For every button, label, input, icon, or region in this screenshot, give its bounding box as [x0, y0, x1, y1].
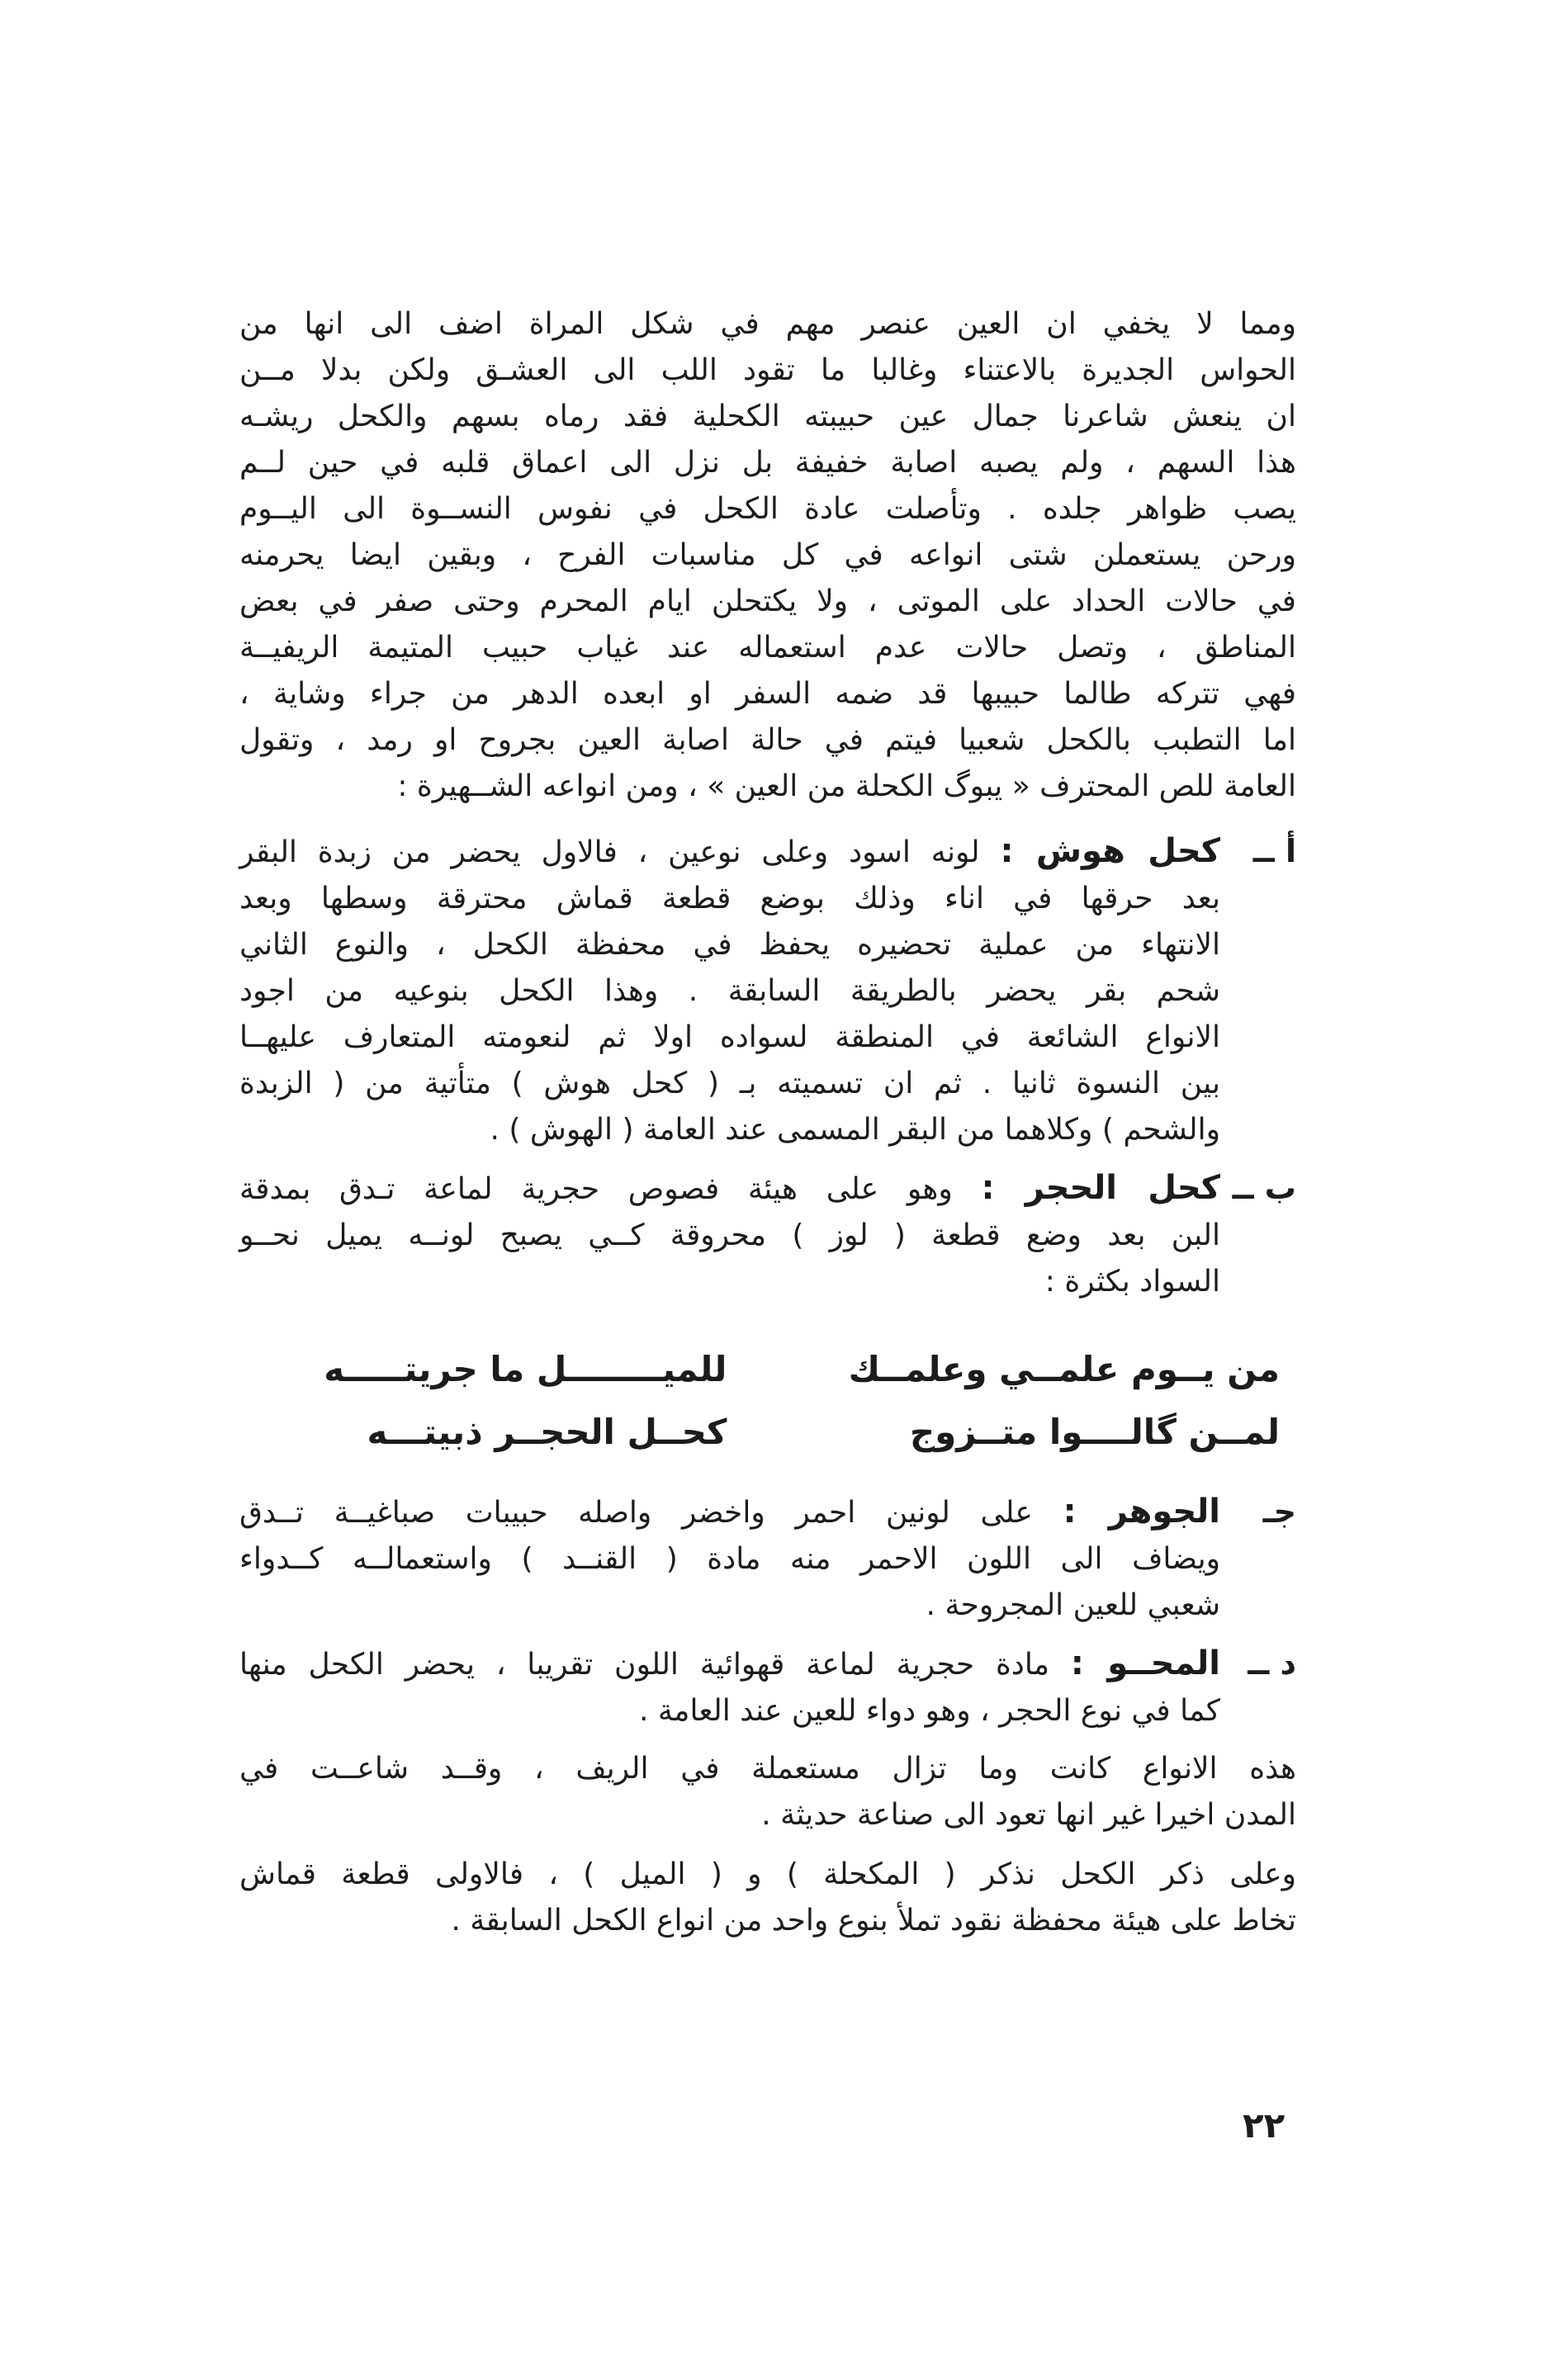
item-text: وهو على هيئة فصوص حجرية لماعة تـدق بمدقة — [239, 1172, 953, 1206]
poem-verse — [256, 1338, 1280, 1401]
list-item-kohl-hoosh — [239, 828, 1296, 1153]
text-line: شحم بقر يحضر بالطريقة السابقة . وهذا الكحل بنوعيه من اجود — [239, 974, 1220, 1008]
poem-hemistich: لمــن گالــــوا متــزوج — [909, 1412, 1280, 1452]
text-line: تخاط على هيئة محفظة نقود تملأ بنوع واحد من انواع الكحل السابقة . — [451, 1904, 1296, 1938]
list-item-mahw — [239, 1640, 1296, 1734]
poem — [239, 1338, 1296, 1464]
text-line — [239, 1488, 1220, 1536]
text-line: ان ينعش شاعرنا جمال عين حبيبته الكحلية فقد رماه بسهم والكحل ريشـه — [239, 400, 1296, 433]
poem-verse — [256, 1401, 1280, 1464]
text-line: السواد بكثرة : — [1044, 1265, 1220, 1299]
list-item-jawhar — [239, 1488, 1296, 1629]
text-line: والشحم ) وكلاهما من البقر المسمى عند العامة ( الهوش ) . — [490, 1113, 1220, 1147]
text-line: اما التطبب بالكحل شعبيا فيتم في حالة اصابة العين بجروح او رمد ، وتقول — [239, 723, 1296, 757]
text-line: هذه الانواع كانت وما تزال مستعملة في الريف ، وقــد شاعــت في — [239, 1752, 1296, 1786]
poem-hemistich: من يــوم علمــي وعلمــك — [848, 1349, 1280, 1389]
text-line — [239, 1165, 1220, 1213]
text-line: ومما لا يخفي ان العين عنصر مهم في شكل المراة اضف الى انها من — [239, 307, 1296, 341]
item-text: لونه اسود وعلى نوعين ، فالاول يحضر من زبدة البقر — [239, 835, 980, 869]
text-line: شعبي للعين المجروحة . — [926, 1588, 1220, 1622]
text-line: هذا السهم ، ولم يصبه اصابة خفيفة بل نزل الى اعماق قلبه في حين لــم — [239, 446, 1296, 480]
text-line — [239, 828, 1220, 876]
text-line: وعلى ذكر الكحل نذكر ( المكحلة ) و ( الميل ) ، فالاولى قطعة قماش — [239, 1857, 1296, 1891]
text-line: يصب ظواهر جلده . وتأصلت عادة الكحل في نفوس النســوة الى اليــوم — [239, 492, 1296, 526]
item-heading: المحــو : — [1070, 1644, 1220, 1682]
list-item-kohl-stone — [239, 1165, 1296, 1305]
item-text: على لونين احمر واخضر واصله حبيبات صباغيــة تــدق — [239, 1496, 1033, 1530]
item-heading: كحل هوش : — [1000, 832, 1220, 870]
text-body — [239, 301, 1296, 1957]
text-line: بعد حرقها في اناء وذلك بوضع قطعة قماش محترقة وسطها وبعد — [239, 882, 1220, 916]
text-line: الحواس الجديرة بالاعتناء وغالبا ما تقود اللب الى العشـق ولكن بدلا مــن — [239, 353, 1296, 387]
text-line: المناطق ، وتصل حالات عدم استعماله عند غياب حبيب المتيمة الريفيــة — [239, 631, 1296, 665]
item-text: مادة حجرية لماعة قهوائية اللون تقريبا ، يحضر الكحل منها — [239, 1648, 1050, 1682]
page-number: ٢٢ — [1243, 2105, 1285, 2146]
paragraph — [239, 1746, 1296, 1838]
text-line: الانواع الشائعة في المنطقة لسواده اولا ثم لنعومته المتعارف عليهــا — [239, 1020, 1220, 1054]
text-line: الانتهاء من عملية تحضيره يحفظ في محفظة الكحل ، والنوع الثاني — [239, 928, 1220, 962]
intro-paragraph — [239, 301, 1296, 810]
list-marker: أ ــ — [1252, 833, 1296, 869]
poem-hemistich: كحــل الحجــر ذبيتـــه — [367, 1412, 727, 1452]
text-line: كما في نوع الحجر ، وهو دواء للعين عند العامة . — [638, 1694, 1220, 1728]
list-marker: جـ — [1262, 1493, 1296, 1530]
text-line: في حالات الحداد على الموتى ، ولا يكتحلن ايام المحرم وحتى صفر في بعض — [239, 584, 1296, 618]
text-line: ويضاف الى اللون الاحمر منه مادة ( القنــد ) واستعمالــه كــدواء — [239, 1542, 1220, 1576]
list-marker: د ــ — [1248, 1645, 1296, 1682]
item-heading: كحل الحجر : — [981, 1169, 1220, 1207]
text-line: ورحن يستعملن شتى انواعه في كل مناسبات الفرح ، وبقين ايضا يحرمنه — [239, 538, 1296, 572]
text-line: العامة للص المحترف « يبوگ الكحلة من العين » ، ومن انواعه الشــهيرة : — [397, 769, 1296, 803]
poem-hemistich: للميــــــــل ما جريتـــــه — [324, 1349, 727, 1389]
text-line: المدن اخيرا غير انها تعود الى صناعة حديثة . — [761, 1798, 1296, 1832]
list-marker: ب ــ — [1232, 1170, 1296, 1206]
item-heading: الجوهر : — [1063, 1493, 1220, 1531]
text-line: فهي تتركه طالما حبيبها قد ضمه السفر او ابعده الدهر من جراء وشاية ، — [239, 677, 1296, 711]
text-line — [239, 1640, 1220, 1688]
paragraph — [239, 1852, 1296, 1944]
text-line: البن بعد وضع قطعة ( لوز ) محروقة كــي يصبح لونــه يميل نحــو — [239, 1218, 1220, 1252]
text-line: بين النسوة ثانيا . ثم ان تسميته بـ ( كحل هوش ) متأتية من ( الزبدة — [239, 1067, 1220, 1100]
